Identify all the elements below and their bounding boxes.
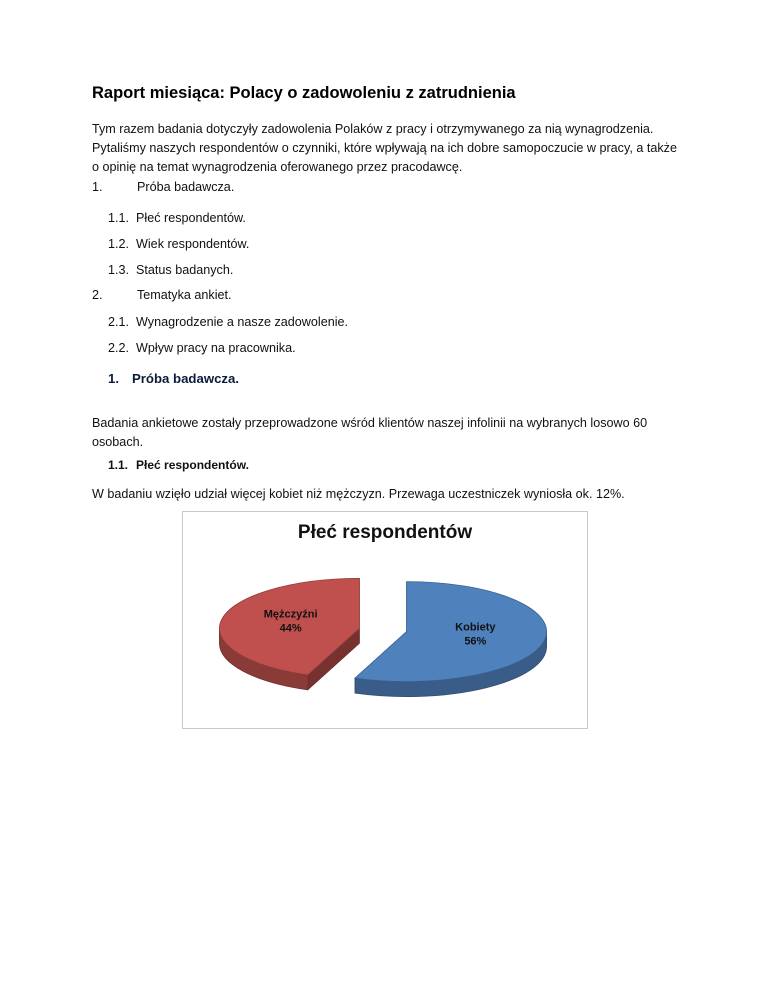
toc-text: Status badanych. bbox=[136, 263, 234, 277]
report-title: Raport miesiąca: Polacy o zadowoleniu z zatrudnienia bbox=[92, 84, 516, 102]
toc-text: Tematyka ankiet. bbox=[137, 288, 232, 302]
toc-item-1 bbox=[92, 180, 234, 198]
section-number: 1. bbox=[108, 371, 119, 386]
toc-item-1-2 bbox=[108, 237, 249, 255]
section-number: 1.1. bbox=[108, 458, 129, 472]
pie-slice-mczyni bbox=[219, 578, 359, 689]
pie-slice-kobiety bbox=[355, 582, 547, 697]
toc-text: Próba badawcza. bbox=[137, 180, 235, 194]
toc-item-2-2 bbox=[108, 341, 296, 359]
pie-label-category: Mężczyźni bbox=[263, 608, 318, 621]
toc-text: Wiek respondentów. bbox=[136, 237, 250, 251]
toc-item-1-1 bbox=[108, 211, 246, 229]
toc-number: 2. bbox=[92, 288, 103, 302]
toc-number: 1.3. bbox=[108, 263, 130, 277]
section-1-heading bbox=[108, 371, 239, 386]
toc-text: Płeć respondentów. bbox=[136, 211, 246, 225]
section-title: Płeć respondentów. bbox=[136, 458, 249, 472]
toc-number: 1.1. bbox=[108, 211, 130, 225]
toc-number: 2.1. bbox=[108, 315, 130, 329]
toc-number: 2.2. bbox=[108, 341, 130, 355]
chart-title: Płeć respondentów bbox=[297, 522, 473, 543]
toc-item-2 bbox=[92, 288, 232, 306]
pie-label-value: 44% bbox=[279, 622, 302, 635]
intro-paragraph: Tym razem badania dotyczyły zadowolenia Polaków z pracy i otrzymywanego za nią wynagrodzenia. Pytaliśmy naszych respondentów o czynniki, które wpływają na ich dobre samopoczucie w pracy, a także o opinię na temat wynagrodzenia oferowanego przez pracodawcę. bbox=[92, 122, 677, 174]
toc-item-1-3 bbox=[108, 263, 233, 281]
section-title: Próba badawcza. bbox=[132, 371, 240, 386]
section-1-1-heading bbox=[108, 458, 249, 472]
toc-item-2-1 bbox=[108, 315, 348, 333]
pie-label-category: Kobiety bbox=[455, 621, 496, 634]
section-1-paragraph: Badania ankietowe zostały przeprowadzone wśród klientów naszej infolinii na wybranych losowo 60 osobach. bbox=[92, 416, 648, 449]
toc-text: Wpływ pracy na pracownika. bbox=[136, 341, 296, 355]
toc-text: Wynagrodzenie a nasze zadowolenie. bbox=[136, 315, 349, 329]
pie-chart-canvas bbox=[183, 512, 587, 728]
gender-pie-chart bbox=[182, 511, 588, 729]
section-1-1-paragraph: W badaniu wzięło udział więcej kobiet niż mężczyzn. Przewaga uczestniczek wyniosła ok. 12%. bbox=[92, 487, 625, 501]
toc-number: 1. bbox=[92, 180, 103, 194]
toc-number: 1.2. bbox=[108, 237, 130, 251]
pie-label-value: 56% bbox=[464, 635, 487, 648]
